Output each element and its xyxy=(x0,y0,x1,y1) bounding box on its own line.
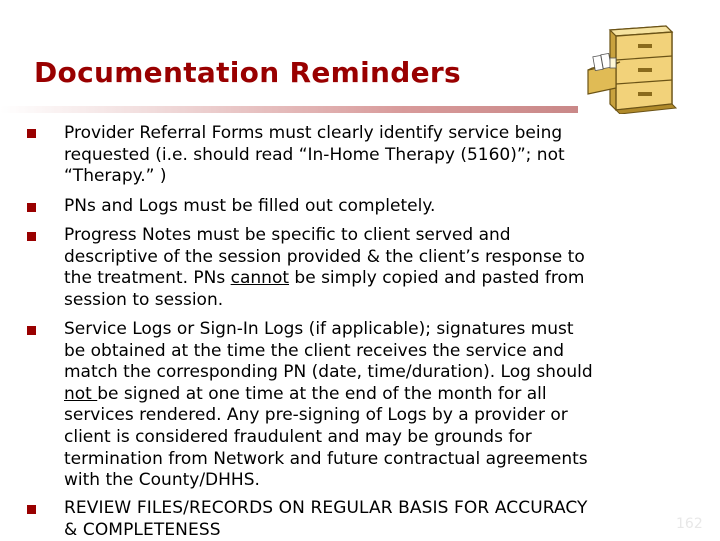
list-item-line: Provider Referral Forms must clearly identify service being xyxy=(64,123,563,143)
bullet-square-icon xyxy=(27,203,36,212)
list-item-line: termination from Network and future contractual agreements xyxy=(64,448,588,469)
bullet-square-icon xyxy=(27,505,36,514)
bullet-square-icon xyxy=(27,326,36,335)
bullet-square-icon xyxy=(27,129,36,138)
list-item-line: descriptive of the session provided & the client’s response to xyxy=(64,246,585,267)
emphasis-underline: not xyxy=(64,383,98,404)
list-item-line: Progress Notes must be specific to client served and xyxy=(64,225,511,245)
list-item-line: REVIEW FILES/RECORDS ON REGULAR BASIS FOR ACCURACY xyxy=(64,498,588,518)
list-item-line: session to session. xyxy=(64,289,224,310)
bullet-square-icon xyxy=(27,232,36,241)
list-item-line: & COMPLETENESS xyxy=(64,519,221,540)
list-item-line: services rendered. Any pre-signing of Logs by a provider or xyxy=(64,405,568,426)
list-item-line: “Therapy.” ) xyxy=(64,166,167,187)
list-item-line: client is considered fraudulent and may be grounds for xyxy=(64,426,532,447)
list-item-line: be obtained at the time the client receives the service and xyxy=(64,340,565,361)
file-cabinet-icon xyxy=(580,18,690,114)
list-item-line: match the corresponding PN (date, time/duration). Log should xyxy=(64,362,593,383)
emphasis-underline: cannot xyxy=(230,268,290,289)
list-item-line: with the County/DHHS. xyxy=(64,470,260,491)
list-item-line: requested (i.e. should read “In-Home Therapy (5160)”; not xyxy=(64,144,565,165)
page-number: 162 xyxy=(676,516,703,532)
slide-title: Documentation Reminders xyxy=(34,56,461,89)
list-item-line: Service Logs or Sign-In Logs (if applicable); signatures must xyxy=(64,319,574,339)
list-item-line: the treatment. PNs cannot be simply copied and pasted from xyxy=(64,268,585,289)
title-underline xyxy=(0,106,578,113)
list-item-line: PNs and Logs must be filled out completely. xyxy=(64,196,436,216)
list-item-line: not be signed at one time at the end of the month for all xyxy=(64,383,547,404)
